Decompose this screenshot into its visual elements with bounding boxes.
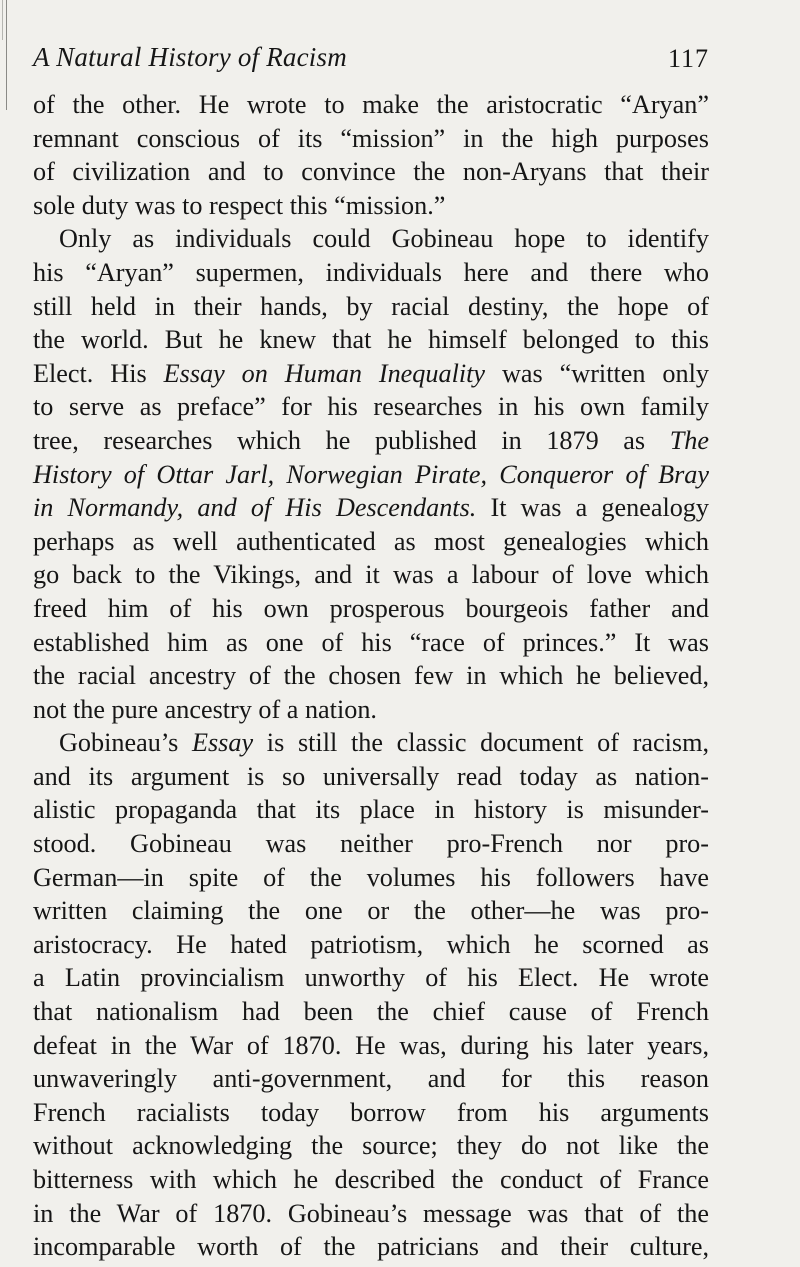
text-line: stood. Gobineau was neither pro-French nor pro- <box>33 829 709 859</box>
text-line: the racial ancestry of the chosen few in which he believed, <box>33 661 709 691</box>
text-line: a Latin provincialism unworthy of his Elect. He wrote <box>33 963 709 993</box>
text-line: bitterness with which he described the conduct of France <box>33 1165 709 1194</box>
text-line: to serve as preface” for his researches in his own family <box>33 392 709 422</box>
text-line: written claiming the one or the other—he was pro- <box>33 896 709 926</box>
text-line: in Normandy, and of His Descendants. It was a genealogy <box>33 493 709 523</box>
text-line <box>33 458 709 492</box>
text-line: aristocracy. He hated patriotism, which he scorned as <box>33 929 709 959</box>
text-line: without acknowledging the source; they do not like the <box>33 1131 709 1161</box>
running-head: A Natural History of Racism <box>33 42 347 72</box>
text-line: alistic propaganda that its place in history is misunder- <box>33 795 709 825</box>
text-line: French racialists today borrow from his arguments <box>33 1097 709 1127</box>
text-line: in the War of 1870. Gobineau’s message was that of the <box>33 1198 709 1228</box>
text-line: established him as one of his “race of princes.” It was <box>33 627 709 657</box>
text-line: defeat in the War of 1870. He was, during his later years, <box>33 1030 709 1060</box>
text-line: freed him of his own prosperous bourgeois father and <box>33 593 709 623</box>
text-line: of the other. He wrote to make the aristocratic “Aryan” <box>33 90 709 119</box>
text-line: incomparable worth of the patricians and their culture, <box>33 1232 709 1262</box>
text-line: tree, researches which he published in 1879 as The <box>33 425 709 455</box>
text-line: and its argument is so universally read today as nation- <box>33 761 709 791</box>
text-line: go back to the Vikings, and it was a labour of love which <box>33 560 709 590</box>
page-edge-shadow-outer <box>2 0 3 40</box>
text-line: still held in their hands, by racial destiny, the hope of <box>33 291 709 321</box>
book-title-italic: Essay <box>191 728 254 758</box>
text-line: that nationalism had been the chief cause of French <box>33 997 709 1027</box>
paragraph-start-line: Only as individuals could Gobineau hope to identify <box>59 224 709 254</box>
text-line: of civilization and to convince the non-Aryans that their <box>33 157 709 187</box>
book-title-italic: The <box>669 425 709 455</box>
text-line: Elect. His Essay on Human Inequality was “written only <box>33 358 709 388</box>
text-line: German—in spite of the volumes his followers have <box>33 862 709 892</box>
book-title-italic: History of Ottar Jarl, Norwegian Pirate, Conqueror of Bray <box>33 459 709 489</box>
body-text <box>33 88 709 1264</box>
book-title-italic: in Normandy, and of His Descendants. <box>33 493 477 523</box>
text-line: remnant conscious of its “mission” in the high purposes <box>33 123 709 153</box>
paragraph-end-line: sole duty was to respect this “mission.” <box>33 190 446 220</box>
page-edge-shadow <box>6 0 7 110</box>
book-title-italic: Essay on Human Inequality <box>163 358 486 388</box>
page-header <box>33 42 709 82</box>
text-line: perhaps as well authenticated as most genealogies which <box>33 526 709 556</box>
paragraph-start-line: Gobineau’s Essay is still the classic document of racism, <box>59 728 709 758</box>
paragraph-end-line: not the pure ancestry of a nation. <box>33 694 377 724</box>
text-line: his “Aryan” supermen, individuals here and there who <box>33 257 709 287</box>
page-number: 117 <box>667 44 709 73</box>
text-line: the world. But he knew that he himself belonged to this <box>33 325 709 355</box>
text-line: unwaveringly anti-government, and for this reason <box>33 1064 709 1094</box>
